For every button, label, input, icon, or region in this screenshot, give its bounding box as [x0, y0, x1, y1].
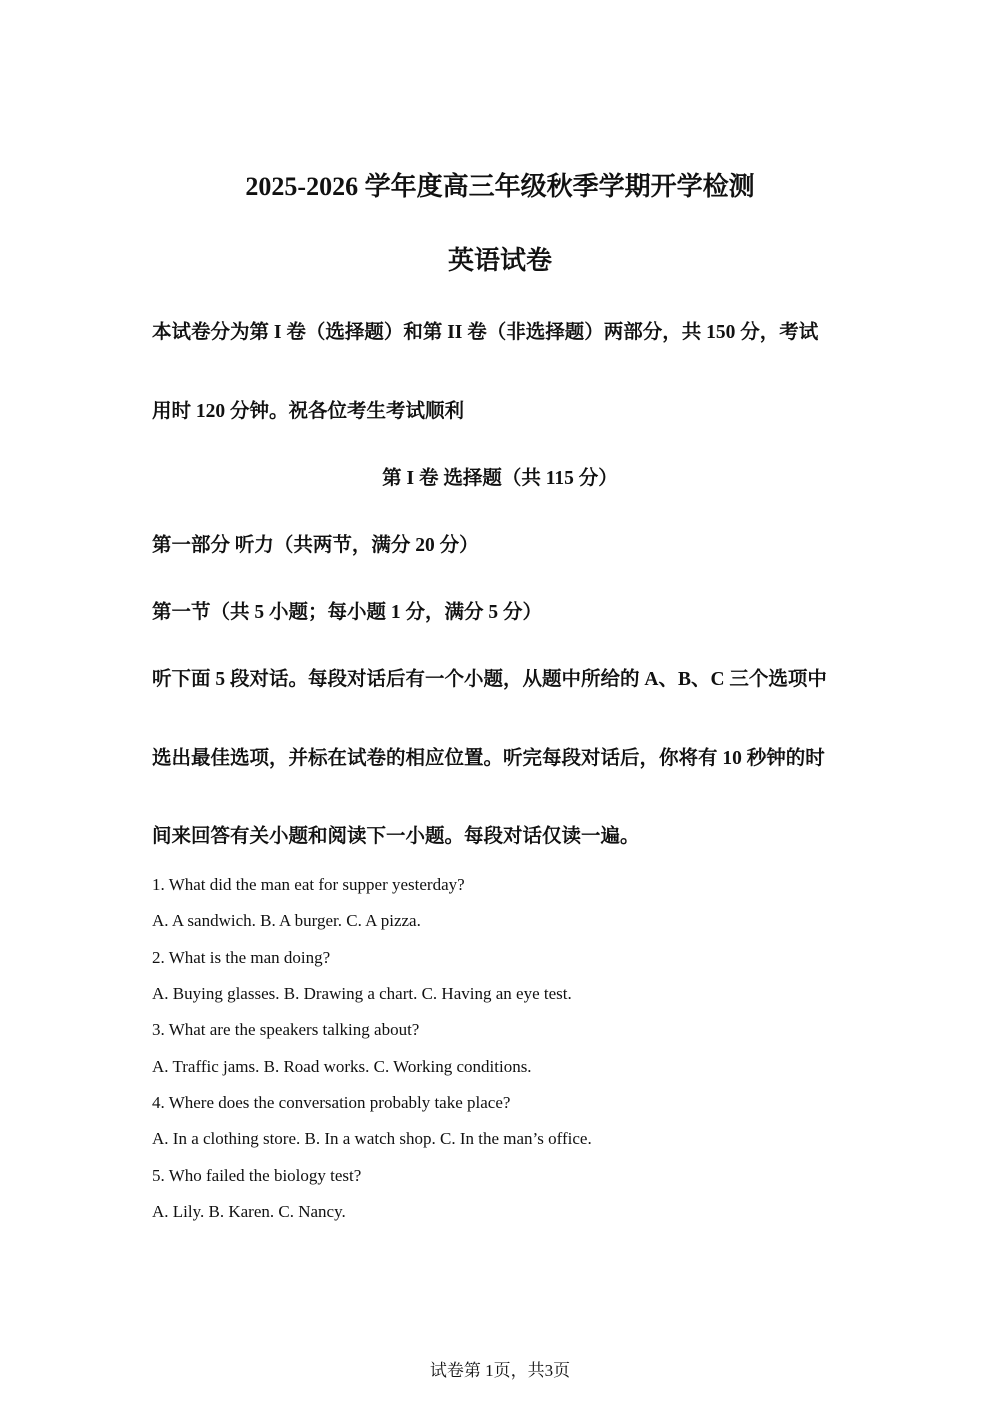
intro-line-1: 本试卷分为第 I 卷（选择题）和第 II 卷（非选择题）两部分，共 150 分，考试 [152, 322, 819, 343]
intro-line-2: 用时 120 分钟。祝各位考生考试顺利 [152, 401, 465, 422]
question-5-options: A. Lily. B. Karen. C. Nancy. [152, 1202, 346, 1221]
question-4-text: 4. Where does the conversation probably take place? [152, 1093, 511, 1112]
part-1-heading: 第一部分 听力（共两节，满分 20 分） [152, 535, 479, 556]
page-footer: 试卷第 1页，共3页 [429, 1361, 571, 1380]
instruction-line-3: 间来回答有关小题和阅读下一小题。每段对话仅读一遍。 [152, 826, 640, 847]
section-1-heading: 第一节（共 5 小题；每小题 1 分，满分 5 分） [152, 602, 543, 623]
question-3-options: A. Traffic jams. B. Road works. C. Working conditions. [152, 1057, 532, 1076]
question-1-options: A. A sandwich. B. A burger. C. A pizza. [152, 911, 421, 930]
question-3-text: 3. What are the speakers talking about? [152, 1020, 420, 1039]
question-5-text: 5. Who failed the biology test? [152, 1166, 362, 1185]
question-4-options: A. In a clothing store. B. In a watch shop. C. In the man’s office. [152, 1129, 592, 1148]
question-1-text: 1. What did the man eat for supper yesterday? [152, 875, 465, 894]
question-2-text: 2. What is the man doing? [152, 948, 331, 967]
exam-subtitle: 英语试卷 [447, 246, 552, 275]
question-2-options: A. Buying glasses. B. Drawing a chart. C. Having an eye test. [152, 984, 572, 1003]
volume-1-heading: 第 I 卷 选择题（共 115 分） [382, 468, 618, 489]
exam-title: 2025-2026 学年度高三年级秋季学期开学检测 [245, 172, 755, 201]
instruction-line-1: 听下面 5 段对话。每段对话后有一个小题，从题中所给的 A、B、C 三个选项中 [152, 669, 827, 690]
instruction-line-2: 选出最佳选项，并标在试卷的相应位置。听完每段对话后，你将有 10 秒钟的时 [152, 748, 825, 769]
